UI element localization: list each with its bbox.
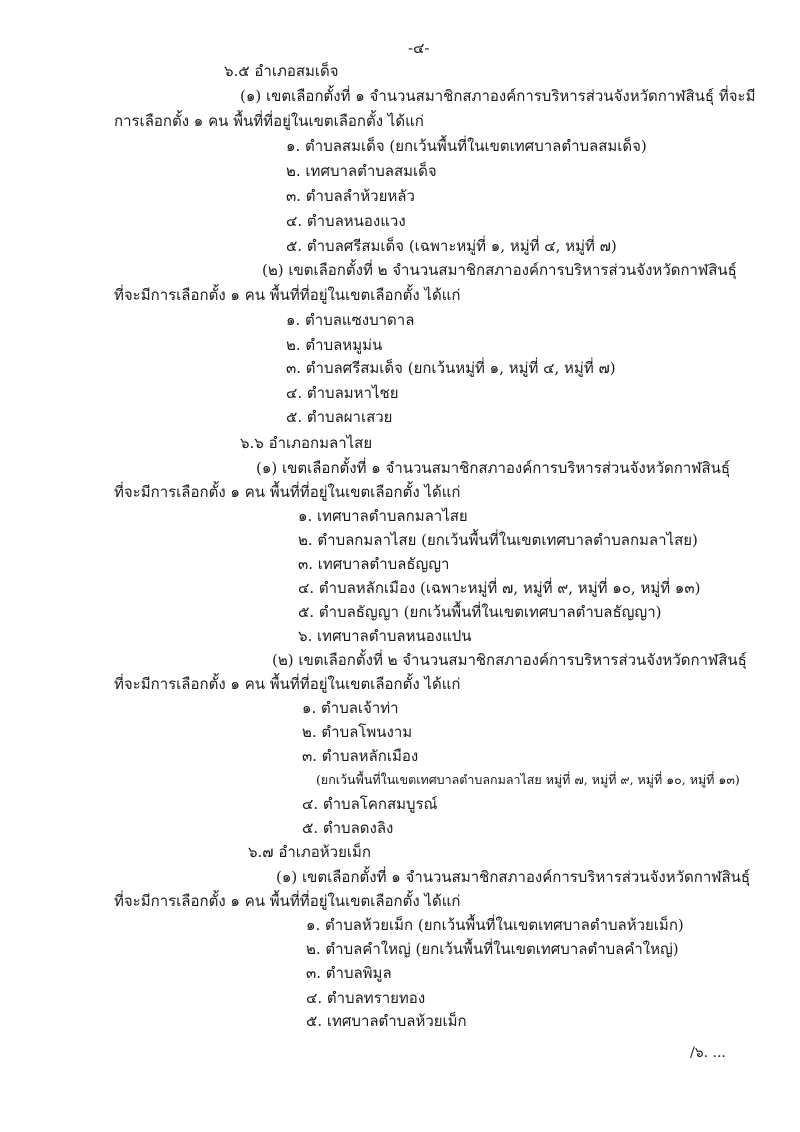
page-number: -๔- (408, 39, 430, 57)
list-item: ๓. เทศบาลตำบลธัญญา (298, 555, 450, 573)
list-item: ๑. ตำบลแซงบาดาล (286, 311, 415, 329)
zone-heading: (๑) เขตเลือกตั้งที่ ๑ จำนวนสมาชิกสภาองค์การบริหารส่วนจังหวัดกาฬสินธุ์ ที่จะมี (240, 87, 756, 105)
list-item: ๒. เทศบาลตำบลสมเด็จ (286, 162, 437, 180)
list-item-note: (ยกเว้นพื้นที่ในเขตเทศบาลตำบลกมลาไสย หมู่ที่ ๗, หมู่ที่ ๙, หมู่ที่ ๑๐, หมู่ที่ ๑๓) (316, 772, 740, 787)
list-item: ๕. เทศบาลตำบลห้วยเม็ก (306, 1012, 467, 1030)
zone-heading: (๒) เขตเลือกตั้งที่ ๒ จำนวนสมาชิกสภาองค์การบริหารส่วนจังหวัดกาฬสินธุ์ (272, 651, 747, 669)
list-item: ๒. ตำบลหมูม่น (286, 336, 383, 354)
list-item: ๓. ตำบลพิมูล (306, 964, 392, 982)
list-item: ๔. ตำบลมหาไชย (286, 384, 399, 402)
list-item: ๓. ตำบลลำห้วยหลัว (286, 187, 415, 205)
list-item: ๑. ตำบลห้วยเม็ก (ยกเว้นพื้นที่ในเขตเทศบาลตำบลห้วยเม็ก) (306, 916, 684, 934)
list-item: ๓. ตำบลศรีสมเด็จ (ยกเว้นหมู่ที่ ๑, หมู่ที่ ๔, หมู่ที่ ๗) (286, 359, 616, 377)
list-item: ๔. ตำบลหลักเมือง (เฉพาะหมู่ที่ ๗, หมู่ที่ ๙, หมู่ที่ ๑๐, หมู่ที่ ๑๓) (298, 579, 701, 597)
zone-heading: (๒) เขตเลือกตั้งที่ ๒ จำนวนสมาชิกสภาองค์การบริหารส่วนจังหวัดกาฬสินธุ์ (262, 261, 737, 279)
section-title: ๖.๕ อำเภอสมเด็จ (224, 62, 339, 80)
zone-heading: (๑) เขตเลือกตั้งที่ ๑ จำนวนสมาชิกสภาองค์การบริหารส่วนจังหวัดกาฬสินธุ์ (256, 459, 731, 477)
zone-heading: (๑) เขตเลือกตั้งที่ ๑ จำนวนสมาชิกสภาองค์การบริหารส่วนจังหวัดกาฬสินธุ์ (276, 868, 751, 886)
section-title: ๖.๗ อำเภอห้วยเม็ก (248, 843, 371, 861)
list-item: ๒. ตำบลคำใหญ่ (ยกเว้นพื้นที่ในเขตเทศบาลตำบลคำใหญ่) (306, 940, 679, 958)
list-item: ๕. ตำบลดงลิง (302, 819, 394, 837)
list-item: ๒. ตำบลโพนงาม (302, 723, 413, 741)
continuation-marker: /๖. ... (690, 1045, 726, 1061)
list-item: ๕. ตำบลธัญญา (ยกเว้นพื้นที่ในเขตเทศบาลตำบลธัญญา) (298, 603, 662, 621)
list-item: ๑. ตำบลเจ้าท่า (302, 699, 399, 717)
list-item: ๕. ตำบลผาเสวย (286, 408, 393, 426)
zone-heading: ที่จะมีการเลือกตั้ง ๑ คน พื้นที่ที่อยู่ในเขตเลือกตั้ง ได้แก่ (114, 286, 461, 304)
list-item: ๑. ตำบลสมเด็จ (ยกเว้นพื้นที่ในเขตเทศบาลตำบลสมเด็จ) (286, 137, 647, 155)
zone-heading: การเลือกตั้ง ๑ คน พื้นที่ที่อยู่ในเขตเลือกตั้ง ได้แก่ (114, 112, 424, 130)
section-title: ๖.๖ อำเภอกมลาไสย (240, 434, 373, 452)
list-item: ๓. ตำบลหลักเมือง (302, 747, 419, 765)
list-item: ๕. ตำบลศรีสมเด็จ (เฉพาะหมู่ที่ ๑, หมู่ที่ ๔, หมู่ที่ ๗) (286, 237, 617, 255)
list-item: ๖. เทศบาลตำบลหนองแปน (298, 627, 472, 645)
list-item: ๔. ตำบลโคกสมบูรณ์ (302, 795, 438, 813)
zone-heading: ที่จะมีการเลือกตั้ง ๑ คน พื้นที่ที่อยู่ในเขตเลือกตั้ง ได้แก่ (114, 675, 461, 693)
list-item: ๔. ตำบลหนองแวง (286, 212, 406, 230)
list-item: ๒. ตำบลกมลาไสย (ยกเว้นพื้นที่ในเขตเทศบาลตำบลกมลาไสย) (298, 531, 698, 549)
zone-heading: ที่จะมีการเลือกตั้ง ๑ คน พื้นที่ที่อยู่ในเขตเลือกตั้ง ได้แก่ (114, 892, 461, 910)
list-item: ๑. เทศบาลตำบลกมลาไสย (298, 507, 468, 525)
zone-heading: ที่จะมีการเลือกตั้ง ๑ คน พื้นที่ที่อยู่ในเขตเลือกตั้ง ได้แก่ (114, 483, 461, 501)
list-item: ๔. ตำบลทรายทอง (306, 989, 426, 1007)
